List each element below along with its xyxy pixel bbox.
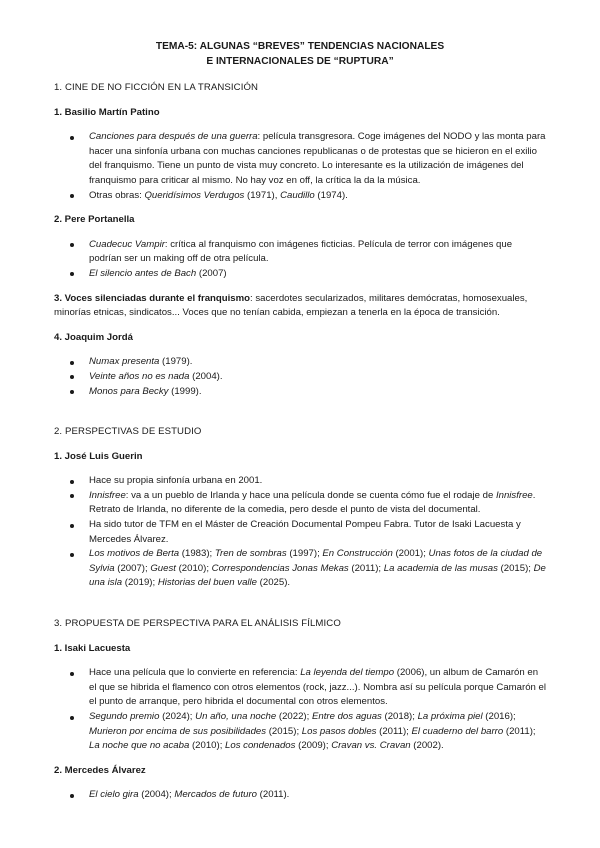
list-item: Los motivos de Berta (1983); Tren de sombras (1997); En Construcción (2001); Unas fotos de la ciudad de Sylvia (2007); Guest (2010); Correspondencias Jonas Mekas (2011); La academia de las musas (2015); De una isla (2019); Historias del buen valle (2025). — [89, 547, 546, 591]
list-lacuesta — [54, 666, 546, 754]
list-item: Monos para Becky (1999). — [89, 385, 546, 400]
list-item: Segundo premio (2024); Un año, una noche (2022); Entre dos aguas (2018); La próxima piel (2016); Murieron por encima de sus posibilidades (2015); Los pasos dobles (2011); El cuaderno del barro (2011); La noche que no acaba (2010); Los condenados (2009); Cravan vs. Cravan (2002). — [89, 710, 546, 754]
list-item: Hace una película que lo convierte en referencia: La leyenda del tiempo (2006), un album de Camarón en el que se hibrida el flamenco con otros elementos (rock, jazz...). Nombra así su película porque Camarón el el punto de arranque, pero hibrida el documental con otros elementos. — [89, 666, 546, 710]
list-item: El cielo gira (2004); Mercados de futuro (2011). — [89, 788, 546, 803]
page-title — [54, 40, 546, 69]
list-item: El silencio antes de Bach (2007) — [89, 267, 546, 282]
subheading-pere-portanella: 2. Pere Portanella — [54, 214, 135, 226]
list-alvarez — [54, 788, 546, 803]
list-item: Ha sido tutor de TFM en el Máster de Creación Documental Pompeu Fabra. Tutor de Isaki Lacuesta y Mercedes Álvarez. — [89, 518, 546, 547]
section-heading-perspectivas: 2. PERSPECTIVAS DE ESTUDIO — [54, 426, 202, 438]
title-line-1: TEMA-5: ALGUNAS “BREVES” TENDENCIAS NACIONALES — [155, 41, 445, 52]
list-guerin — [54, 474, 546, 591]
title-line-2: E INTERNACIONALES DE “RUPTURA” — [206, 55, 394, 67]
list-item: Otras obras: Queridísimos Verdugos (1971), Caudillo (1974). — [89, 189, 546, 204]
subheading-isaki-lacuesta: 1. Isaki Lacuesta — [54, 642, 131, 654]
list-jorda — [54, 355, 546, 399]
subheading-mercedes-alvarez: 2. Mercedes Álvarez — [54, 764, 146, 776]
subheading-joaquim-jorda: 4. Joaquim Jordá — [54, 331, 133, 343]
list-portanella — [54, 238, 546, 282]
list-item: Canciones para después de una guerra: película transgresora. Coge imágenes del NODO y las monta para hacer una sinfonía urbana con muchas canciones republicanas o de protestas que se hicieron en el exilio del franquismo. Tiene un punto de vista muy concreto. Lo interesante es la utilización de imágenes del franquismo para criticar al mismo. No hay voz en off, la crítica la da la música. — [89, 130, 546, 188]
subheading-jose-luis-guerin: 1. José Luis Guerin — [54, 450, 143, 462]
section-heading-propuesta: 3. PROPUESTA DE PERSPECTIVA PARA EL ANÁLISIS FÍLMICO — [54, 618, 341, 630]
list-item: Innisfree: va a un pueblo de Irlanda y hace una película donde se cuenta cómo fue el rodaje de Innisfree. Retrato de Irlanda, no diferente de la comedia, pero desde el punto de vista del documental. — [89, 489, 546, 518]
paragraph-voces-silenciadas: 3. Voces silenciadas durante el franquismo: sacerdotes secularizados, militares demócratas, homosexuales, minorías etnicas, sindicatos... Voces que no tenían cabida, empiezan a tenerla en la época de transición. — [54, 292, 528, 319]
list-item: Veinte años no es nada (2004). — [89, 370, 546, 385]
list-item: Numax presenta (1979). — [89, 355, 546, 370]
list-item: Hace su propia sinfonía urbana en 2001. — [89, 474, 546, 489]
subheading-basilio-martin-patino: 1. Basilio Martín Patino — [54, 106, 160, 118]
list-basilio — [54, 130, 546, 203]
section-heading-cine-no-ficcion: 1. CINE DE NO FICCIÓN EN LA TRANSICIÓN — [54, 82, 259, 93]
list-item: Cuadecuc Vampir: crítica al franquismo con imágenes ficticias. Película de terror con imágenes que podrían ser un making off de otra película. — [89, 238, 546, 267]
